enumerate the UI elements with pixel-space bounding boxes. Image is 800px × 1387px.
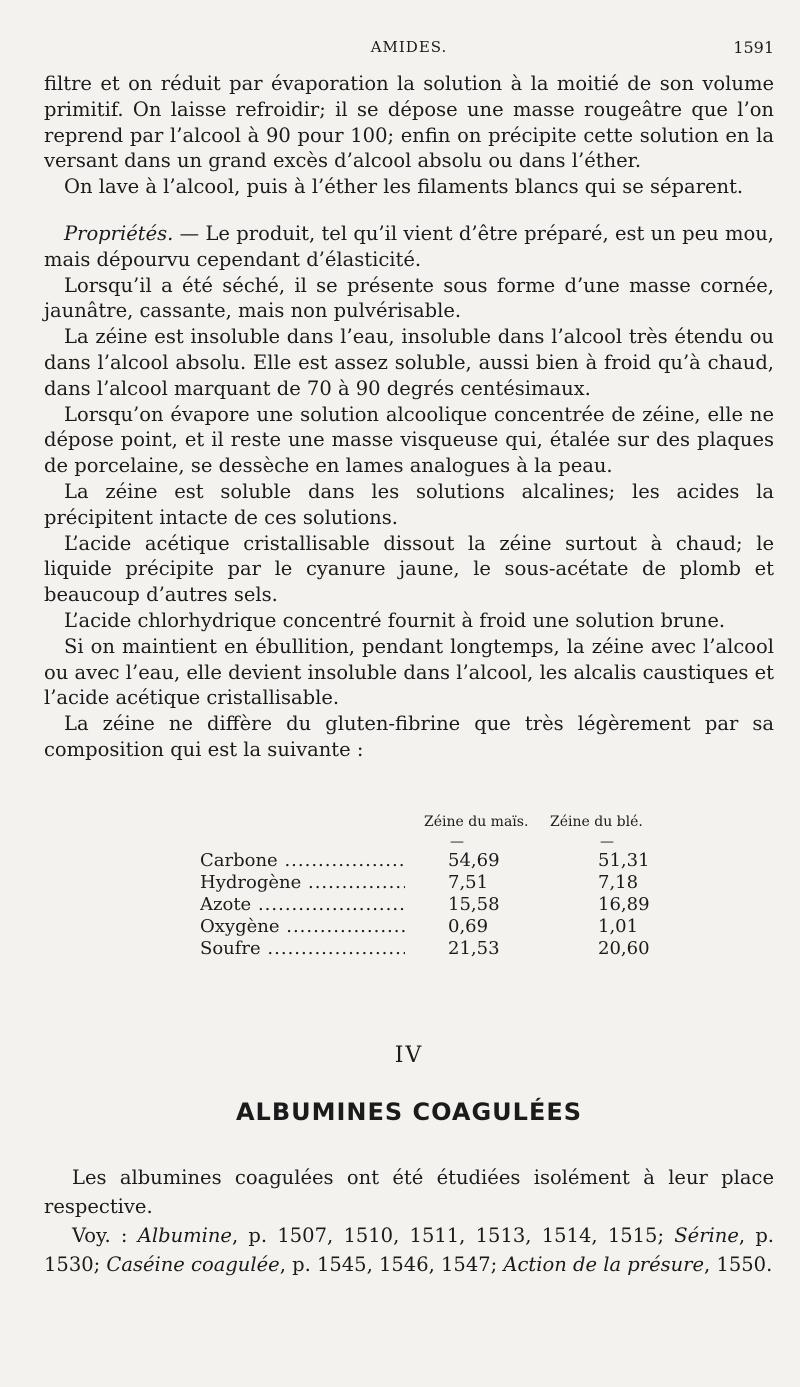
composition-table xyxy=(200,814,670,960)
composition-row xyxy=(200,894,670,916)
reference: Caséine coagulée xyxy=(106,1253,280,1276)
value-mais: 0,69 xyxy=(448,916,489,937)
reference: Action de la présure xyxy=(503,1253,705,1276)
value-mais: 21,53 xyxy=(448,938,500,959)
paragraph xyxy=(44,221,774,273)
dash: — xyxy=(450,834,464,850)
section-number: IV xyxy=(394,1043,424,1068)
reference-pages: , p. 1507, 1510, 1511, 1513, 1514, 1515; xyxy=(231,1224,675,1247)
value-mais: 15,58 xyxy=(448,894,500,915)
reference-pages: , p. 1530; xyxy=(44,1224,775,1276)
reference-pages: , 1550. xyxy=(704,1253,773,1276)
reference: Sérine xyxy=(674,1224,739,1247)
composition-row xyxy=(200,916,670,938)
paragraph: Si on maintient en ébullition, pendant longtemps, la zéine avec l’alcool ou avec l’eau, elle devient insoluble dans l’alcool, les alcalis caustiques et l’acide acétique cristallisable. xyxy=(44,634,774,710)
paragraph: Lorsqu’on évapore une solution alcoolique concentrée de zéine, elle ne dépose point, et il reste une masse visqueuse qui, étalée sur des plaques de porcelaine, se dessèche en lames analogues à la peau. xyxy=(44,402,774,478)
element-name: Oxygène ..... xyxy=(200,916,405,938)
reference-pages: , p. 1545, 1546, 1547; xyxy=(279,1253,504,1276)
element-name: Soufre ..... xyxy=(200,938,405,960)
composition-row xyxy=(200,850,670,872)
paragraph: L’acide acétique cristallisable dissout la zéine surtout à chaud; le liquide précipite par le cyanure jaune, le sous-acétate de plomb et beaucoup d’autres sels. xyxy=(44,531,774,607)
reference-paragraph xyxy=(44,1221,774,1279)
section-label: Propriétés. xyxy=(64,221,174,245)
reference: Albumine xyxy=(137,1224,232,1247)
page-number: 1591 xyxy=(733,38,774,57)
value-mais: 54,69 xyxy=(448,850,500,871)
voy-label: Voy. : xyxy=(72,1224,138,1247)
column-header-ble: Zéine du blé. xyxy=(550,814,643,830)
composition-dashes xyxy=(200,834,670,850)
element-name: Hydrogène ..... xyxy=(200,872,405,894)
composition-row xyxy=(200,938,670,960)
value-ble: 1,01 xyxy=(598,916,639,937)
body-text xyxy=(44,71,774,763)
value-ble: 7,18 xyxy=(598,872,639,893)
element-name: Carbone ..... xyxy=(200,850,405,872)
paragraph: Lorsqu’il a été séché, il se présente sous forme d’une masse cornée, jaunâtre, cassante, mais non pulvérisable. xyxy=(44,273,774,323)
paragraph: L’acide chlorhydrique concentré fournit à froid une solution brune. xyxy=(64,608,726,632)
composition-row xyxy=(200,872,670,894)
running-head xyxy=(44,38,774,62)
paragraph-text: — Le produit, tel qu’il vient d’être préparé, est un peu mou, mais dépourvu cependant d’élasticité. xyxy=(44,221,774,271)
section-title: ALBUMINES COAGULÉES xyxy=(235,1098,583,1126)
closing-text xyxy=(44,1163,774,1279)
value-ble: 16,89 xyxy=(598,894,650,915)
paragraph: La zéine est soluble dans les solutions alcalines; les acides la précipitent intacte de ces solutions. xyxy=(44,479,774,529)
composition-rows xyxy=(200,850,670,960)
value-mais: 7,51 xyxy=(448,872,489,893)
dash: — xyxy=(600,834,614,850)
paragraph: On lave à l’alcool, puis à l’éther les filaments blancs qui se séparent. xyxy=(64,175,744,199)
running-title: AMIDES. xyxy=(370,38,448,56)
paragraph: Les albumines coagulées ont été étudiées isolément à leur place respective. xyxy=(44,1166,774,1218)
value-ble: 20,60 xyxy=(598,938,650,959)
paragraph: La zéine est insoluble dans l’eau, insoluble dans l’alcool très étendu ou dans l’alcool absolu. Elle est assez soluble, aussi bien à froid qu’à chaud, dans l’alcool marquant de 70 à 90 degrés centésimaux. xyxy=(44,325,774,400)
paragraph: filtre et on réduit par évaporation la solution à la moitié de son volume primitif. On laisse refroidir; il se dépose une masse rougeâtre que l’on reprend par l’alcool à 90 pour 100; enfin on précipite cette solution en la versant dans un grand excès d’alcool absolu ou dans l’éther. xyxy=(44,72,774,173)
column-header-mais: Zéine du maïs. xyxy=(424,814,529,830)
element-name: Azote ..... xyxy=(200,894,405,916)
paragraph: La zéine ne diffère du gluten-fibrine que très légèrement par sa composition qui est la suivante : xyxy=(44,712,774,761)
value-ble: 51,31 xyxy=(598,850,650,871)
